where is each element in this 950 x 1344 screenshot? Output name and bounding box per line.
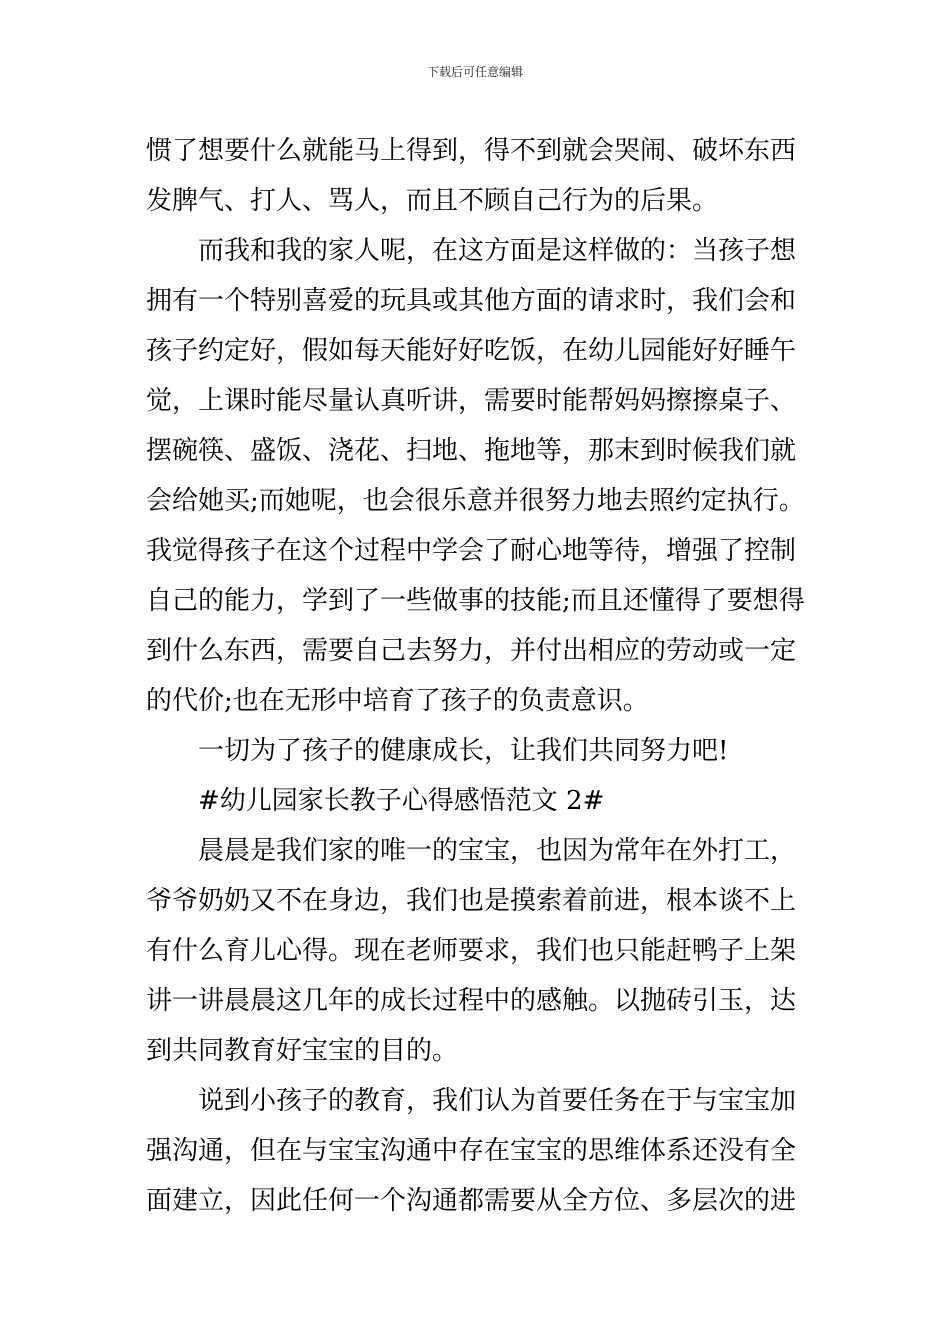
text-line: 讲一讲晨晨这几年的成长过程中的感触。以抛砖引玉，达 — [146, 986, 797, 1016]
text-line: 孩子约定好，假如每天能好好吃饭，在幼儿园能好好睡午 — [146, 336, 797, 366]
text-line: 一切为了孩子的健康成长，让我们共同努力吧! — [198, 736, 729, 766]
text-line: 发脾气、打人、骂人，而且不顾自己行为的后果。 — [146, 186, 719, 216]
text-line: 而我和我的家人呢，在这方面是这样做的：当孩子想 — [198, 236, 797, 266]
text-line: 说到小孩子的教育，我们认为首要任务在于与宝宝加 — [198, 1086, 797, 1116]
text-line: 的代价;也在无形中培育了孩子的负责意识。 — [146, 686, 649, 716]
text-line: 有什么育儿心得。现在老师要求，我们也只能赶鸭子上架 — [146, 936, 797, 966]
section-heading: #幼儿园家长教子心得感悟范文 2# — [198, 786, 605, 816]
text-line: 自己的能力，学到了一些做事的技能;而且还懂得了要想得 — [146, 586, 805, 616]
text-line: 到共同教育好宝宝的目的。 — [146, 1036, 459, 1066]
text-line: 晨晨是我们家的唯一的宝宝，也因为常年在外打工， — [198, 836, 797, 866]
text-line: 摆碗筷、盛饭、浇花、扫地、拖地等，那末到时候我们就 — [146, 436, 797, 466]
text-line: 我觉得孩子在这个过程中学会了耐心地等待，增强了控制 — [146, 536, 797, 566]
document-body — [146, 126, 810, 1226]
text-line: 惯了想要什么就能马上得到，得不到就会哭闹、破坏东西 — [146, 136, 797, 166]
text-line: 觉，上课时能尽量认真听讲，需要时能帮妈妈擦擦桌子、 — [146, 386, 797, 416]
text-line: 面建立，因此任何一个沟通都需要从全方位、多层次的进 — [146, 1186, 797, 1216]
text-line: 拥有一个特别喜爱的玩具或其他方面的请求时，我们会和 — [146, 286, 797, 316]
page-header: 下载后可任意编辑 — [426, 65, 523, 79]
text-line: 强沟通，但在与宝宝沟通中存在宝宝的思维体系还没有全 — [146, 1136, 797, 1166]
text-line: 会给她买;而她呢，也会很乐意并很努力地去照约定执行。 — [146, 486, 805, 516]
text-line: 爷爷奶奶又不在身边，我们也是摸索着前进，根本谈不上 — [146, 886, 797, 916]
text-line: 到什么东西，需要自己去努力，并付出相应的劳动或一定 — [146, 636, 797, 666]
